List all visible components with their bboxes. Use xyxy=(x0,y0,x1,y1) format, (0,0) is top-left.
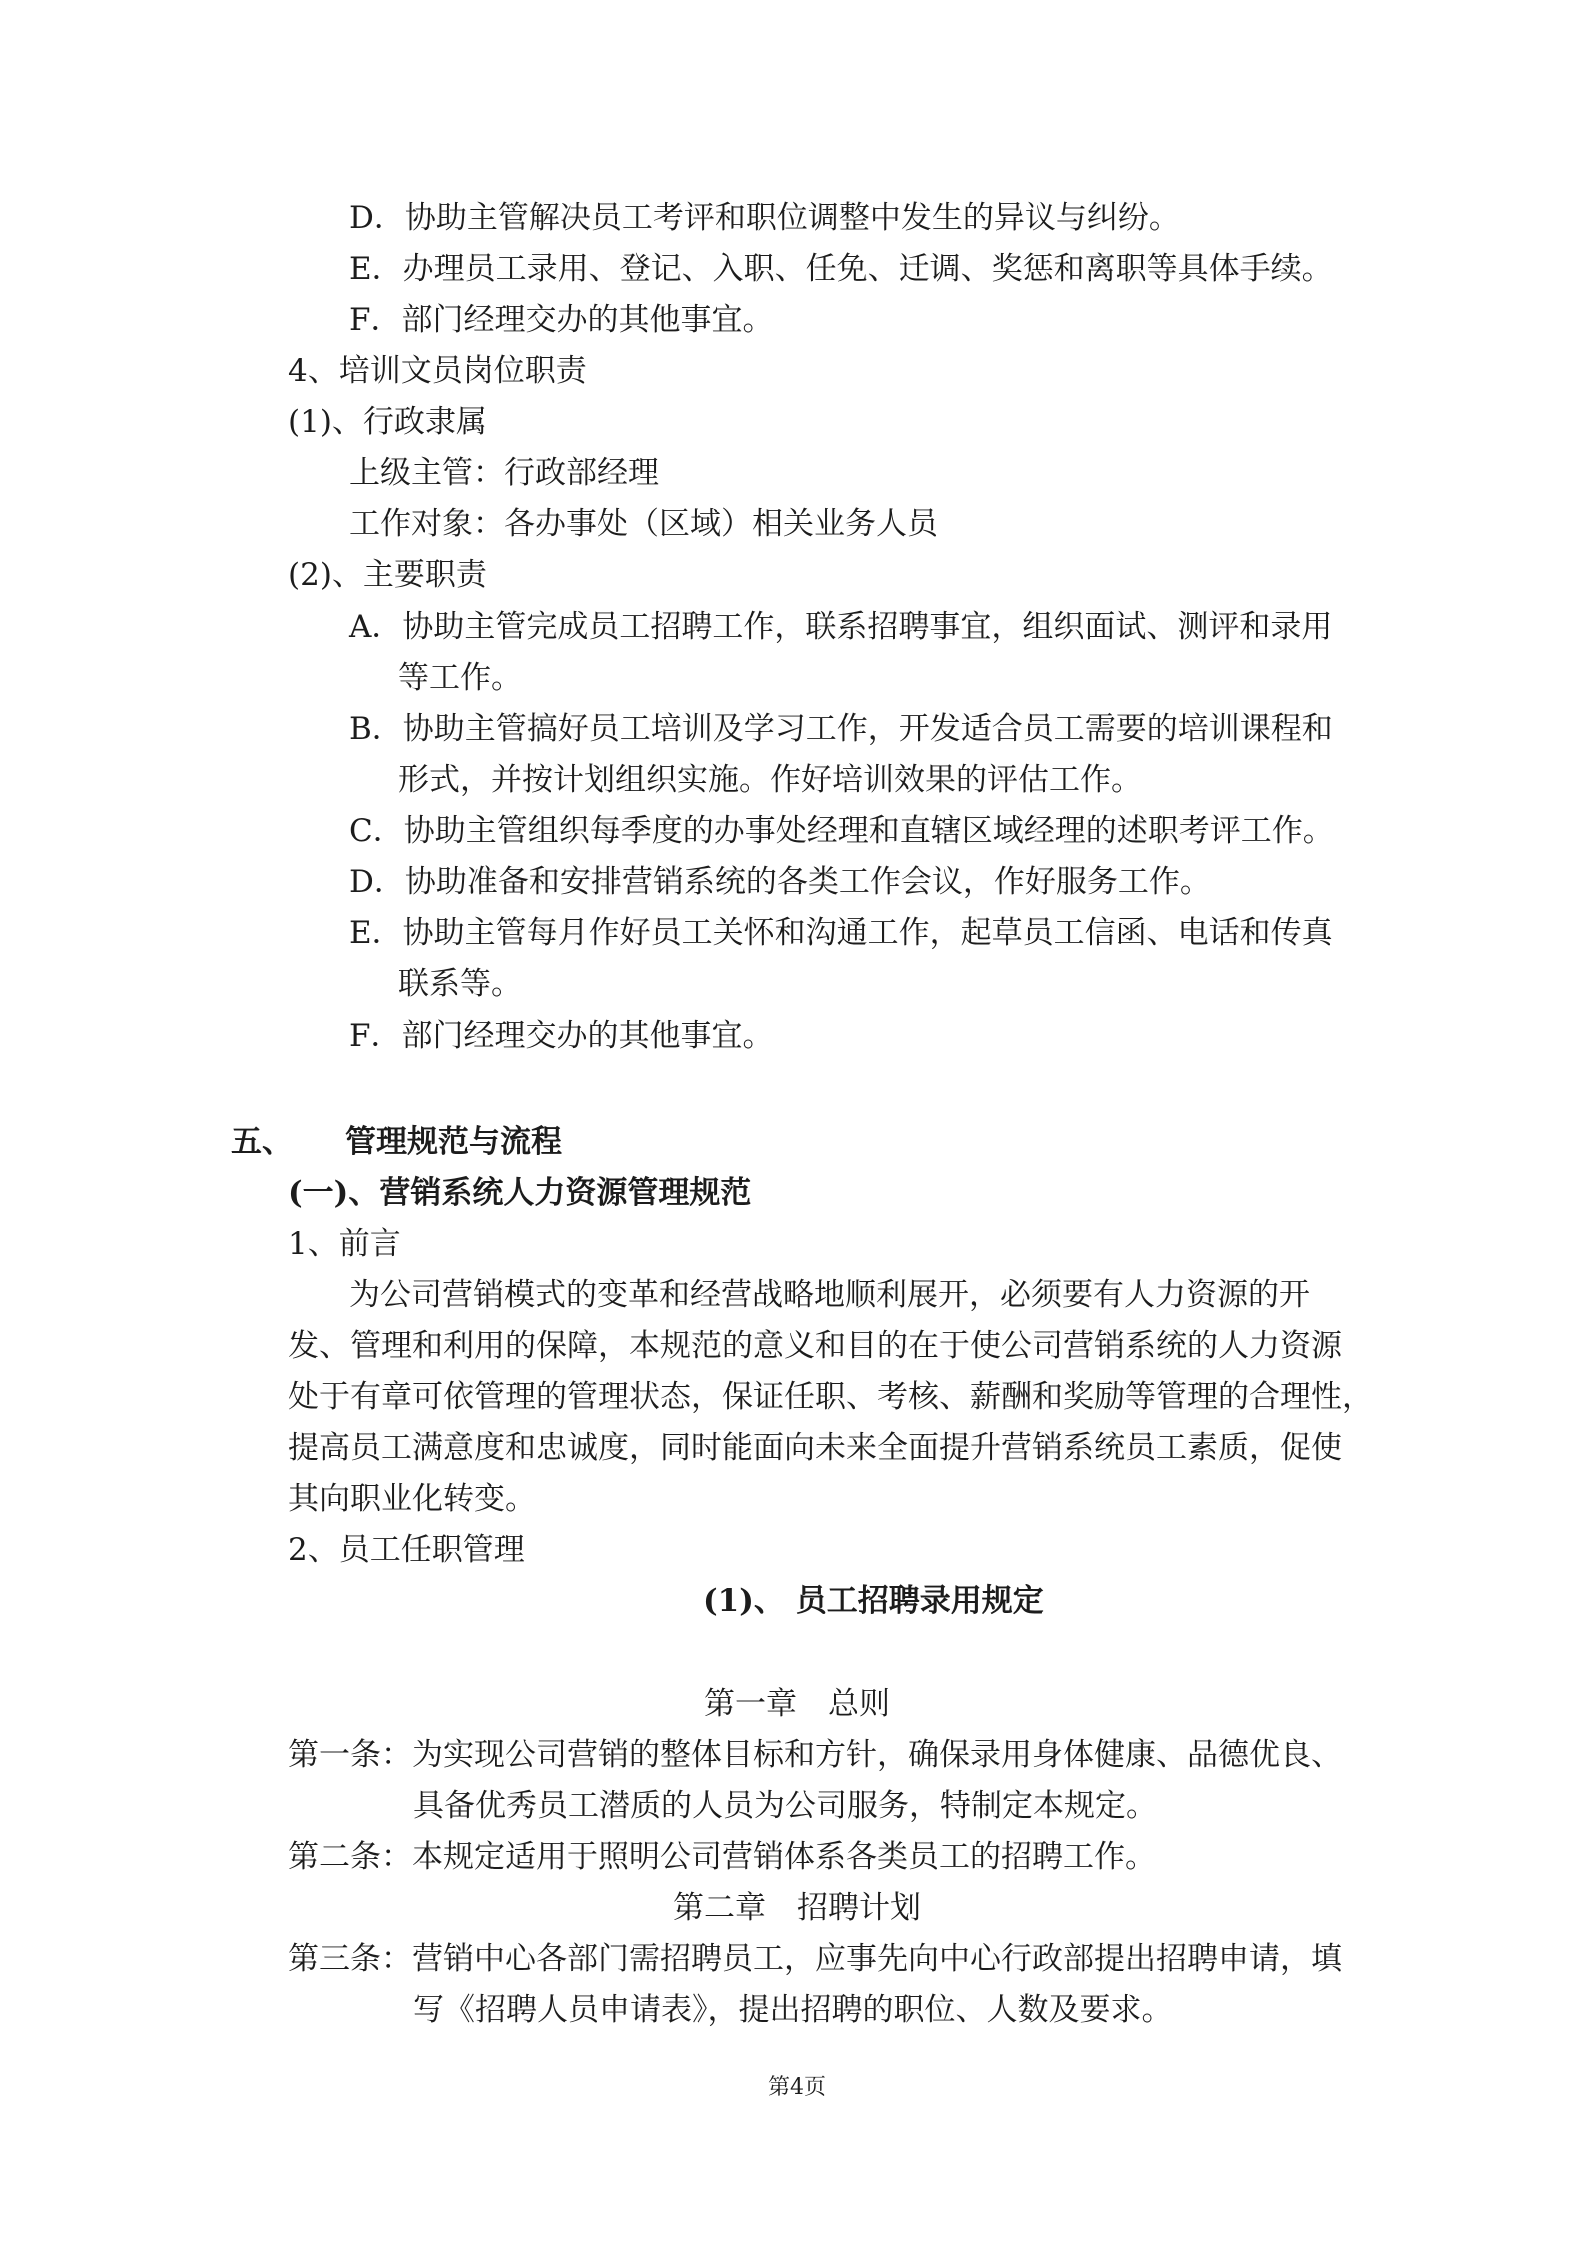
text-line: 工作对象：各办事处（区域）相关业务人员 xyxy=(349,506,938,542)
article-line: 第三条：营销中心各部门需招聘员工，应事先向中心行政部提出招聘申请，填 xyxy=(288,1941,1342,1977)
rule-title: (1)、 员工招聘录用规定 xyxy=(703,1583,1044,1619)
chapter-title: 管理规范与流程 xyxy=(345,1124,562,1160)
subsection-heading: (1)、行政隶属 xyxy=(288,404,487,440)
subsection-heading: (2)、主要职责 xyxy=(288,557,487,593)
text-line: F．部门经理交办的其他事宜。 xyxy=(349,302,774,338)
chapter-heading: 第一章 总则 xyxy=(704,1686,890,1722)
text-line: 其向职业化转变。 xyxy=(288,1481,536,1517)
section-heading: 2、员工任职管理 xyxy=(288,1532,525,1568)
text-line: C．协助主管组织每季度的办事处经理和直辖区域经理的述职考评工作。 xyxy=(349,813,1334,849)
text-line: 等工作。 xyxy=(398,660,522,696)
text-line: 形式，并按计划组织实施。作好培训效果的评估工作。 xyxy=(398,762,1142,798)
text-line: 上级主管：行政部经理 xyxy=(349,455,659,491)
text-line: 联系等。 xyxy=(398,966,522,1002)
text-line: E．办理员工录用、登记、入职、任免、迁调、奖惩和离职等具体手续。 xyxy=(349,251,1333,287)
text-line: D．协助主管解决员工考评和职位调整中发生的异议与纠纷。 xyxy=(349,200,1180,236)
article-line: 具备优秀员工潜质的人员为公司服务，特制定本规定。 xyxy=(413,1788,1157,1824)
text-line: E．协助主管每月作好员工关怀和沟通工作，起草员工信函、电话和传真 xyxy=(349,915,1333,951)
section-heading: 1、前言 xyxy=(288,1226,401,1262)
text-line: D．协助准备和安排营销系统的各类工作会议，作好服务工作。 xyxy=(349,864,1211,900)
section-title: (一)、营销系统人力资源管理规范 xyxy=(288,1175,752,1211)
text-line: F．部门经理交办的其他事宜。 xyxy=(349,1018,774,1054)
text-line: 为公司营销模式的变革和经营战略地顺利展开，必须要有人力资源的开 xyxy=(349,1277,1310,1313)
chapter-heading: 第二章 招聘计划 xyxy=(673,1890,921,1926)
section-heading: 4、培训文员岗位职责 xyxy=(288,353,587,389)
text-line: A．协助主管完成员工招聘工作，联系招聘事宜，组织面试、测评和录用 xyxy=(349,609,1333,645)
article-line: 第二条：本规定适用于照明公司营销体系各类员工的招聘工作。 xyxy=(288,1839,1156,1875)
text-line: 提高员工满意度和忠诚度，同时能面向未来全面提升营销系统员工素质，促使 xyxy=(288,1430,1342,1466)
page-number: 第4页 xyxy=(768,2075,826,2100)
article-line: 第一条：为实现公司营销的整体目标和方针，确保录用身体健康、品德优良、 xyxy=(288,1737,1342,1773)
chapter-number: 五、 xyxy=(231,1124,293,1160)
text-line: B．协助主管搞好员工培训及学习工作，开发适合员工需要的培训课程和 xyxy=(349,711,1333,747)
text-line: 发、管理和利用的保障，本规范的意义和目的在于使公司营销系统的人力资源 xyxy=(288,1328,1342,1364)
article-line: 写《招聘人员申请表》，提出招聘的职位、人数及要求。 xyxy=(413,1992,1173,2028)
text-line: 处于有章可依管理的管理状态，保证任职、考核、薪酬和奖励等管理的合理性， xyxy=(288,1379,1373,1415)
